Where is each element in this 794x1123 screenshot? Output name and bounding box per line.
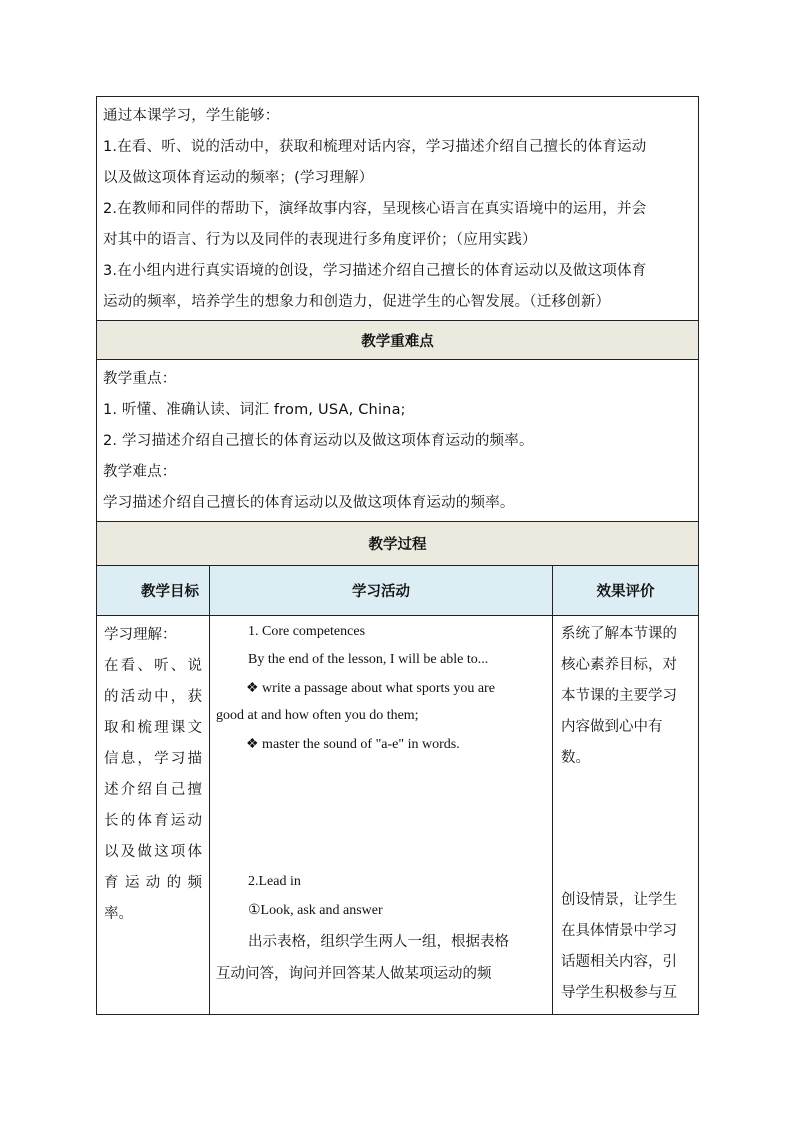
key-points-header-row <box>97 321 699 360</box>
goal-line: 育 运 动 的 频 <box>104 875 202 891</box>
activity-line: good at and how often you do them; <box>216 708 419 723</box>
activity-line: 互动问答，询问并回答某人做某项运动的频 <box>216 966 492 982</box>
activity-cell <box>210 616 553 1015</box>
column-header-activity: 学习活动 <box>210 566 553 616</box>
objective-line: 以及做这项体育运动的频率；(学习理解） <box>103 170 374 186</box>
lesson-plan-table <box>96 96 699 1015</box>
goal-cell <box>97 616 210 1015</box>
goal-line: 以及做这项体 <box>104 844 202 860</box>
process-header-row <box>97 522 699 566</box>
process-content-row <box>97 616 699 1015</box>
key-points-cell <box>97 360 699 522</box>
goal-line: 在看、听、说 <box>104 658 202 674</box>
evaluation-line: 创设情景，让学生 <box>561 892 677 908</box>
evaluation-line: 在具体情景中学习 <box>561 923 677 939</box>
key-point-label: 教学重点： <box>103 371 177 387</box>
goal-line: 述介绍自己擅 <box>104 782 202 798</box>
key-point-line: 1. 听懂、准确认读、词汇 from, USA, China; <box>103 402 406 418</box>
goal-line: 率。 <box>104 906 133 922</box>
goal-line: 的活动中，获 <box>104 689 202 705</box>
activity-text <box>210 616 552 1014</box>
goal-line: 信息，学习描 <box>104 751 202 767</box>
lesson-plan-page <box>96 96 698 1015</box>
activity-heading: 1. Core competences <box>248 624 366 639</box>
objective-line: 对其中的语言、行为以及同伴的表现进行多角度评价；（应用实践） <box>103 232 537 248</box>
objective-line: 1.在看、听、说的活动中，获取和梳理对话内容，学习描述介绍自己擅长的体育运动 <box>103 139 647 155</box>
goal-line: 取和梳理课文 <box>104 720 202 736</box>
activity-line: ①Look, ask and answer <box>248 903 383 918</box>
evaluation-line: 导学生积极参与互 <box>561 985 677 1001</box>
objectives-intro: 通过本课学习，学生能够： <box>103 108 280 124</box>
goal-text <box>97 616 209 930</box>
column-header-row <box>97 566 699 616</box>
activity-bullet: ❖ write a passage about what sports you are <box>246 681 495 696</box>
goal-line: 长的体育运动 <box>104 813 202 829</box>
objective-line: 2.在教师和同伴的帮助下，演绎故事内容，呈现核心语言在真实语境中的运用，并会 <box>103 201 647 217</box>
difficulty-line: 学习描述介绍自己擅长的体育运动以及做这项体育运动的频率。 <box>103 495 515 511</box>
evaluation-line: 系统了解本节课的 <box>561 626 677 642</box>
evaluation-cell <box>553 616 699 1015</box>
objective-line: 3.在小组内进行真实语境的创设，学习描述介绍自己擅长的体育运动以及做这项体育 <box>103 263 647 279</box>
key-points-row <box>97 360 699 522</box>
evaluation-line: 内容做到心中有 <box>561 719 663 735</box>
activity-heading: 2.Lead in <box>248 874 301 889</box>
process-header: 教学过程 <box>97 522 699 566</box>
objectives-cell <box>97 97 699 321</box>
evaluation-line: 本节课的主要学习 <box>561 688 677 704</box>
evaluation-text <box>553 616 698 1014</box>
activity-line: 出示表格，组织学生两人一组，根据表格 <box>248 934 509 950</box>
evaluation-line: 核心素养目标，对 <box>561 657 677 673</box>
key-point-line: 2. 学习描述介绍自己擅长的体育运动以及做这项体育运动的频率。 <box>103 433 534 449</box>
objectives-row <box>97 97 699 321</box>
goal-line: 学习理解： <box>104 627 177 643</box>
key-points-header: 教学重难点 <box>97 321 699 360</box>
activity-bullet: ❖ master the sound of "a-e" in words. <box>246 737 460 752</box>
column-header-goal: 教学目标 <box>97 566 210 616</box>
difficulty-label: 教学难点： <box>103 464 177 480</box>
evaluation-line: 数。 <box>561 750 590 766</box>
objective-line: 运动的频率，培养学生的想象力和创造力，促进学生的心智发展。（迁移创新） <box>103 294 611 310</box>
evaluation-line: 话题相关内容，引 <box>561 954 677 970</box>
column-header-evaluation: 效果评价 <box>553 566 699 616</box>
activity-line: By the end of the lesson, I will be able to... <box>248 652 489 667</box>
